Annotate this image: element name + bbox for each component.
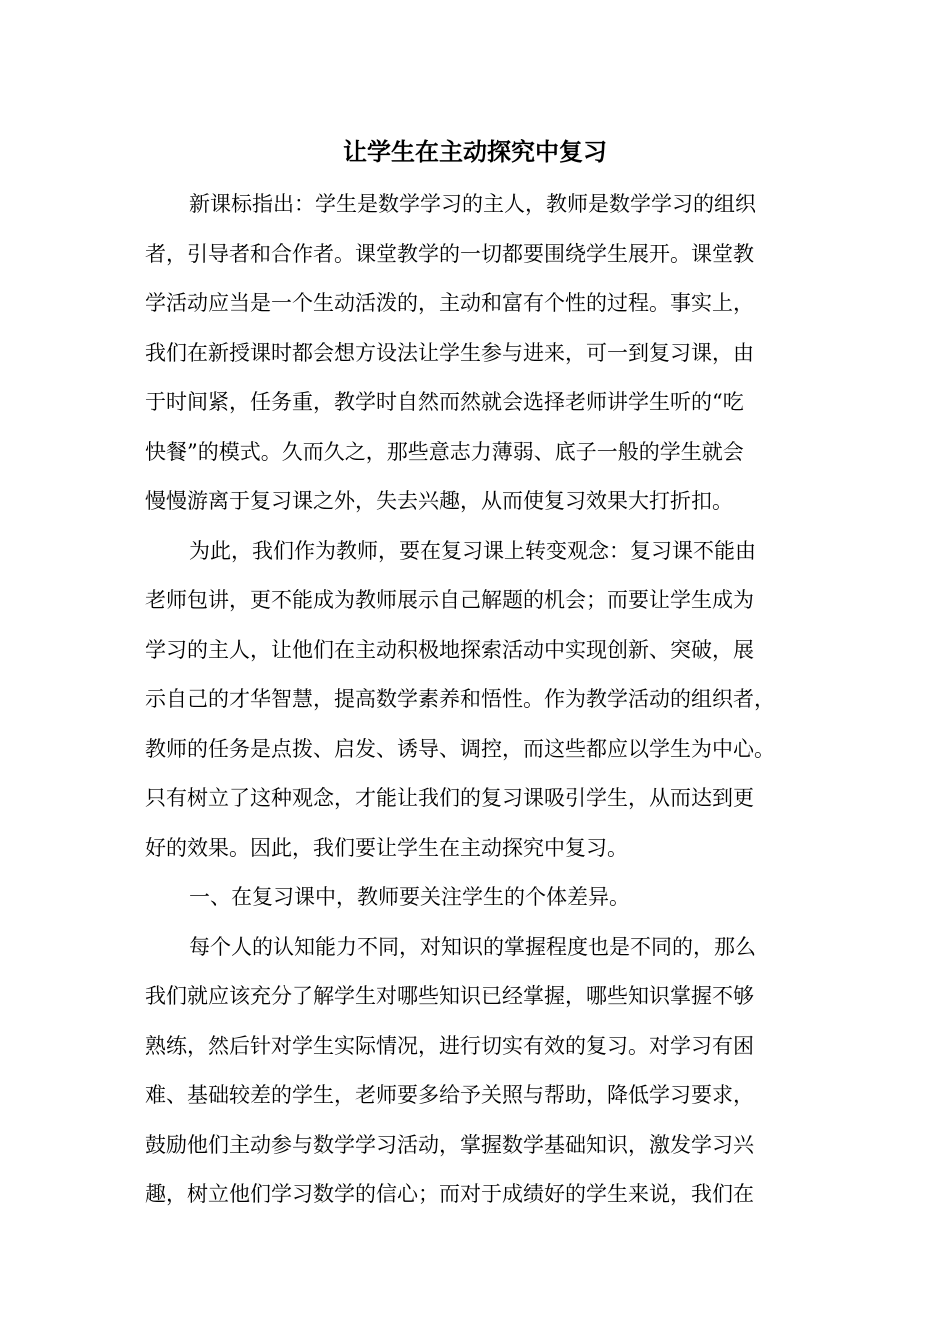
paragraph-line: 学活动应当是一个生动活泼的，主动和富有个性的过程。事实上， <box>145 291 754 315</box>
paragraph-line: 我们在新授课时都会想方设法让学生参与进来，可一到复习课，由 <box>145 340 754 365</box>
paragraph-line: 慢慢游离于复习课之外，失去兴趣，从而使复习效果大打折扣。 <box>145 489 733 513</box>
paragraph-line: 好的效果。因此，我们要让学生在主动探究中复习。 <box>145 835 628 860</box>
paragraph-line: 快餐”的模式。久而久之，那些意志力薄弱、底子一般的学生就会 <box>145 439 744 464</box>
paragraph-line: 老师包讲，更不能成为教师展示自己解题的机会；而要让学生成为 <box>145 588 754 612</box>
paragraph-line: 只有树立了这种观念，才能让我们的复习课吸引学生，从而达到更 <box>145 786 754 810</box>
paragraph-line: 难、基础较差的学生，老师要多给予关照与帮助，降低学习要求， <box>145 1083 754 1107</box>
paragraph-line: 示自己的才华智慧，提高数学素养和悟性。作为教学活动的组织者， <box>145 687 775 711</box>
paragraph-line: 于时间紧，任务重，教学时自然而然就会选择老师讲学生听的“吃 <box>145 390 744 414</box>
paragraph-line: 熟练，然后针对学生实际情况，进行切实有效的复习。对学习有困 <box>145 1033 754 1058</box>
document-title: 让学生在主动探究中复习 <box>343 137 607 166</box>
paragraph-line: 鼓励他们主动参与数学学习活动，掌握数学基础知识，激发学习兴 <box>145 1132 754 1157</box>
paragraph-line: 学习的主人，让他们在主动积极地探索活动中实现创新、突破，展 <box>145 637 754 662</box>
paragraph-line: 教师的任务是点拨、启发、诱导、调控，而这些都应以学生为中心。 <box>145 736 775 761</box>
section-heading: 一、在复习课中，教师要关注学生的个体差异。 <box>189 885 630 909</box>
document-body <box>145 180 825 1220</box>
paragraph-line: 我们就应该充分了解学生对哪些知识已经掌握，哪些知识掌握不够 <box>145 984 754 1008</box>
paragraph-line: 者，引导者和合作者。课堂教学的一切都要围绕学生展开。课堂教 <box>145 241 754 266</box>
paragraph-line: 趣，树立他们学习数学的信心；而对于成绩好的学生来说，我们在 <box>145 1182 754 1206</box>
paragraph-line: 新课标指出：学生是数学学习的主人，教师是数学学习的组织 <box>189 192 756 216</box>
paragraph-line: 为此，我们作为教师，要在复习课上转变观念：复习课不能由 <box>189 538 756 563</box>
paragraph-line: 每个人的认知能力不同，对知识的掌握程度也是不同的，那么 <box>189 934 756 959</box>
